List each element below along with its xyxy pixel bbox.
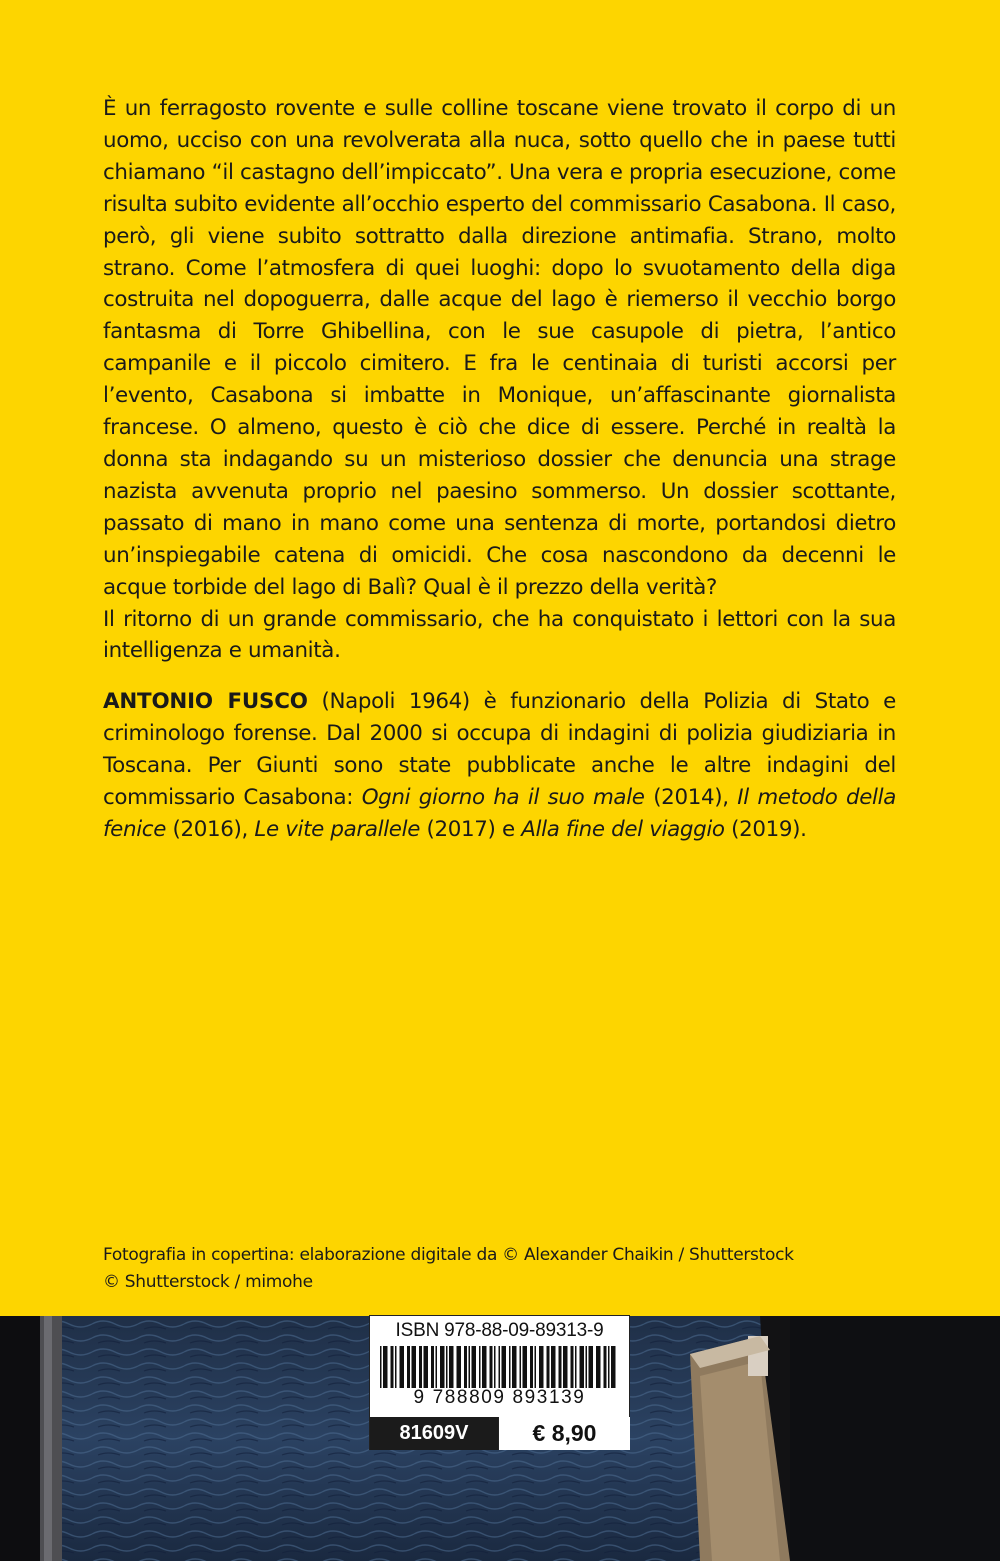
barcode-bar xyxy=(479,1346,481,1388)
barcode-bar xyxy=(571,1346,574,1388)
synopsis-paragraph-1: È un ferragosto rovente e sulle colline toscane viene trovato il corpo di un uomo, ucciso con una revolverata alla nuca, sotto quello che in paese tutti chiamano “il castagno dell’impiccato”. Una vera e propria esecuzione, come risulta subito evidente all’occhio esperto del commissario Casabona. Il caso, però, gli viene subito sottratto dalla direzione antimafia. Strano, molto strano. Come l’atmosfera di quei luoghi: dopo lo svuotamento della diga costruita nel dopoguerra, dalle acque del lago è riemerso il vecchio borgo fantasma di Torre Ghibellina, con le sue casupole di pietra, l’antico campanile e il piccolo cimitero. E fra le centinaia di turisti accorsi per l’evento, Casabona si imbatte in Monique, un’affascinante giornalista francese. O almeno, questo è ciò che dice di essere. Perché in realtà la donna sta indagando su un misterioso dossier che denuncia una strage nazista avvenuta proprio nel paesino sommerso. Un dossier scottante, passato di mano in mano come una sentenza di morte, portandosi dietro un’inspiegabile catena di omicidi. Che cosa nascondono da decenni le acque torbide del lago di Balì? Qual è il prezzo della verità? xyxy=(103,96,896,600)
barcode-label xyxy=(369,1315,630,1450)
barcode-bars xyxy=(378,1346,621,1388)
barcode-bar xyxy=(604,1346,607,1388)
barcode-bar xyxy=(457,1346,462,1388)
barcode-bar xyxy=(611,1346,616,1388)
book-title-4: Alla fine del viaggio xyxy=(521,816,725,842)
barcode-bar xyxy=(589,1346,594,1388)
barcode-bar xyxy=(580,1346,585,1388)
barcode-bar xyxy=(446,1346,448,1388)
barcode-bar xyxy=(559,1346,562,1388)
barcode-bar xyxy=(380,1346,382,1388)
bio-paragraph xyxy=(103,686,896,846)
photo-credits xyxy=(103,1242,903,1296)
barcode-bar xyxy=(551,1346,556,1388)
author-name: ANTONIO FUSCO xyxy=(103,689,308,714)
book-year-2: (2016), xyxy=(166,816,255,842)
barcode-bar xyxy=(490,1346,493,1388)
barcode-bar xyxy=(395,1346,397,1388)
barcode-bar xyxy=(563,1346,568,1388)
book-title-1: Ogni giorno ha il suo male xyxy=(361,784,645,810)
barcode-bar xyxy=(509,1346,511,1388)
author-bio xyxy=(103,686,896,846)
barcode-bar xyxy=(469,1346,471,1388)
barcode-bar xyxy=(431,1346,434,1388)
synopsis-paragraph-2: Il ritorno di un grande commissario, che ha conquistato i lettori con la sua intelligenza e umanità. xyxy=(103,606,896,664)
barcode-bar xyxy=(464,1346,467,1388)
barcode-bar xyxy=(502,1346,507,1388)
synopsis xyxy=(103,93,896,667)
barcode-bar xyxy=(449,1346,454,1388)
barcode-bar xyxy=(520,1346,522,1388)
barcode-bar xyxy=(391,1346,394,1388)
isbn-text: ISBN 978-88-09-89313-9 xyxy=(395,1320,604,1341)
barcode-bar xyxy=(539,1346,544,1388)
code-price-row xyxy=(370,1417,629,1450)
barcode-bar xyxy=(547,1346,550,1388)
bio-text-1: (Napoli 1964) è funzionario della Polizia di Stato e criminologo forense. Dal 2000 si occupa di indagini di polizia giudiziaria in Toscana. Per Giunti sono state pubblicate anche le altre indagini del commissario Casabona: xyxy=(103,689,896,810)
barcode-bar xyxy=(436,1346,438,1388)
product-code: 81609V xyxy=(370,1417,498,1450)
barcode-bar xyxy=(608,1346,610,1388)
barcode-digits: 9 788809 893139 xyxy=(413,1387,586,1408)
barcode-bar xyxy=(424,1346,429,1388)
barcode-bar xyxy=(596,1346,601,1388)
barcode-bar xyxy=(400,1346,405,1388)
barcode-bar xyxy=(512,1346,517,1388)
price-tag: € 8,90 xyxy=(498,1417,630,1450)
book-year-1: (2014), xyxy=(644,784,738,810)
barcode-bar xyxy=(419,1346,422,1388)
book-year-3: (2017) e xyxy=(420,816,522,842)
credit-line-1: Fotografia in copertina: elaborazione digitale da © Alexander Chaikin / Shutterstock xyxy=(103,1245,794,1265)
barcode-bar xyxy=(482,1346,487,1388)
barcode-bar xyxy=(586,1346,588,1388)
barcode-bar xyxy=(440,1346,445,1388)
credit-line-2: © Shutterstock / mimohe xyxy=(103,1272,313,1292)
barcode-bar xyxy=(472,1346,477,1388)
barcode-bar xyxy=(407,1346,410,1388)
barcode-bar xyxy=(530,1346,533,1388)
barcode-bar xyxy=(494,1346,496,1388)
barcode-bar xyxy=(412,1346,417,1388)
book-title-2: Il metodo della fenice xyxy=(103,784,896,842)
barcode-bar xyxy=(383,1346,388,1388)
barcode-bar xyxy=(499,1346,501,1388)
barcode-bar xyxy=(575,1346,577,1388)
barcode-bar xyxy=(523,1346,528,1388)
book-title-3: Le vite parallele xyxy=(254,816,421,842)
barcode-bar xyxy=(535,1346,537,1388)
book-year-4: (2019). xyxy=(724,816,807,842)
